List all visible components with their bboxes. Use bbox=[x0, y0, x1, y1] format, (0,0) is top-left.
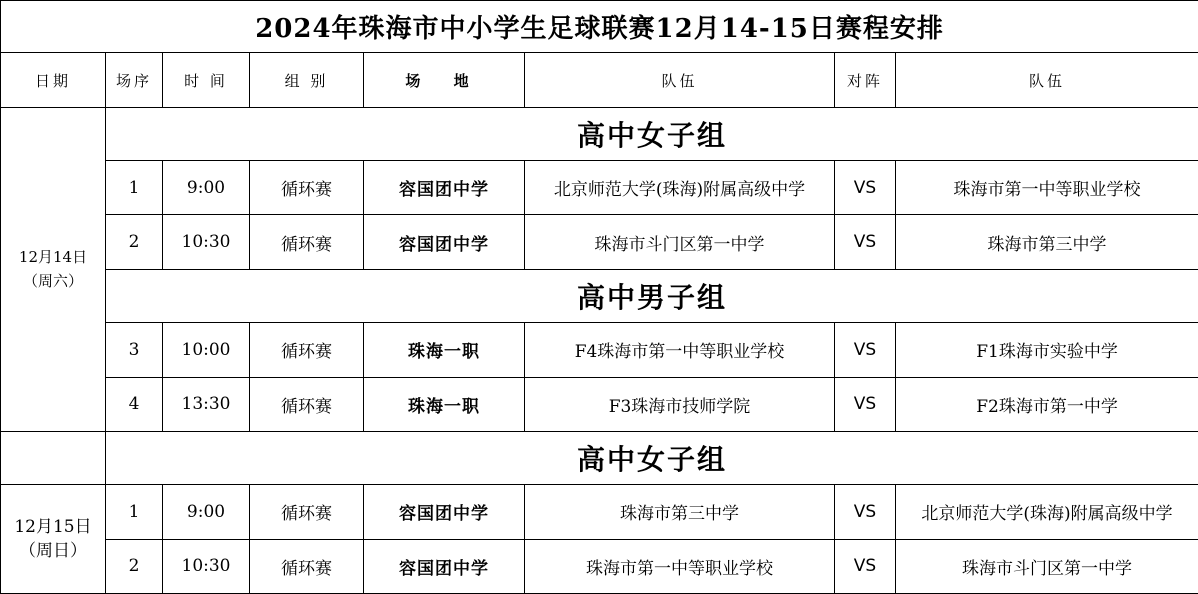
vs-cell: VS bbox=[835, 377, 896, 431]
date-day2-line1: 12月15日 bbox=[14, 517, 92, 538]
header-group: 组 别 bbox=[250, 53, 364, 107]
header-time: 时 间 bbox=[163, 53, 250, 107]
time-cell: 13:30 bbox=[163, 377, 250, 431]
date-day2-line2: （周日） bbox=[19, 541, 87, 562]
date-day1-line1: 12月14日 bbox=[18, 248, 88, 267]
table-row bbox=[1, 485, 1198, 539]
group-cell: 循环赛 bbox=[250, 377, 364, 431]
header-order: 场序 bbox=[106, 53, 163, 107]
group-title-day1-boys: 高中男子组 bbox=[106, 269, 1198, 322]
team-a-cell: 北京师范大学(珠海)附属高级中学 bbox=[525, 161, 835, 215]
header-team-a: 队伍 bbox=[525, 53, 835, 107]
vs-cell: VS bbox=[835, 161, 896, 215]
venue-cell: 容国团中学 bbox=[364, 161, 525, 215]
group-cell: 循环赛 bbox=[250, 323, 364, 377]
group-cell: 循环赛 bbox=[250, 485, 364, 539]
header-team-b: 队伍 bbox=[896, 53, 1198, 107]
date-cell-day1 bbox=[1, 107, 106, 431]
header-vs: 对阵 bbox=[835, 53, 896, 107]
time-cell: 9:00 bbox=[163, 485, 250, 539]
table-row bbox=[1, 215, 1198, 269]
time-cell: 10:30 bbox=[163, 539, 250, 593]
team-b-cell: 北京师范大学(珠海)附属高级中学 bbox=[896, 485, 1198, 539]
order-cell: 3 bbox=[106, 323, 163, 377]
venue-cell: 容国团中学 bbox=[364, 539, 525, 593]
order-cell: 2 bbox=[106, 215, 163, 269]
team-b-cell: 珠海市斗门区第一中学 bbox=[896, 539, 1198, 593]
time-cell: 10:30 bbox=[163, 215, 250, 269]
time-cell: 9:00 bbox=[163, 161, 250, 215]
team-b-cell: 珠海市第三中学 bbox=[896, 215, 1198, 269]
team-b-cell: F1珠海市实验中学 bbox=[896, 323, 1198, 377]
venue-cell: 容国团中学 bbox=[364, 215, 525, 269]
team-a-cell: F3珠海市技师学院 bbox=[525, 377, 835, 431]
group-cell: 循环赛 bbox=[250, 161, 364, 215]
order-cell: 4 bbox=[106, 377, 163, 431]
table-row bbox=[1, 323, 1198, 377]
vs-cell: VS bbox=[835, 215, 896, 269]
order-cell: 1 bbox=[106, 161, 163, 215]
header-venue: 场 地 bbox=[364, 53, 525, 107]
venue-cell: 容国团中学 bbox=[364, 485, 525, 539]
time-cell: 10:00 bbox=[163, 323, 250, 377]
date-cell-day2 bbox=[1, 485, 106, 594]
venue-cell: 珠海一职 bbox=[364, 377, 525, 431]
header-row bbox=[1, 53, 1198, 107]
group-title-day2-girls: 高中女子组 bbox=[106, 431, 1198, 484]
date-day1-line2: （周六） bbox=[22, 272, 83, 291]
vs-cell: VS bbox=[835, 539, 896, 593]
date-spacer-day2 bbox=[1, 431, 106, 484]
venue-cell: 珠海一职 bbox=[364, 323, 525, 377]
order-cell: 1 bbox=[106, 485, 163, 539]
team-a-cell: 珠海市第三中学 bbox=[525, 485, 835, 539]
team-b-cell: F2珠海市第一中学 bbox=[896, 377, 1198, 431]
order-cell: 2 bbox=[106, 539, 163, 593]
table-row bbox=[1, 539, 1198, 593]
header-date: 日期 bbox=[1, 53, 106, 107]
table-row bbox=[1, 161, 1198, 215]
team-a-cell: F4珠海市第一中等职业学校 bbox=[525, 323, 835, 377]
team-a-cell: 珠海市第一中等职业学校 bbox=[525, 539, 835, 593]
team-a-cell: 珠海市斗门区第一中学 bbox=[525, 215, 835, 269]
page-title: 2024年珠海市中小学生足球联赛12月14-15日赛程安排 bbox=[1, 1, 1198, 53]
vs-cell: VS bbox=[835, 485, 896, 539]
team-b-cell: 珠海市第一中等职业学校 bbox=[896, 161, 1198, 215]
group-title-day1-girls: 高中女子组 bbox=[106, 107, 1198, 160]
table-row bbox=[1, 377, 1198, 431]
vs-cell: VS bbox=[835, 323, 896, 377]
group-cell: 循环赛 bbox=[250, 539, 364, 593]
group-cell: 循环赛 bbox=[250, 215, 364, 269]
